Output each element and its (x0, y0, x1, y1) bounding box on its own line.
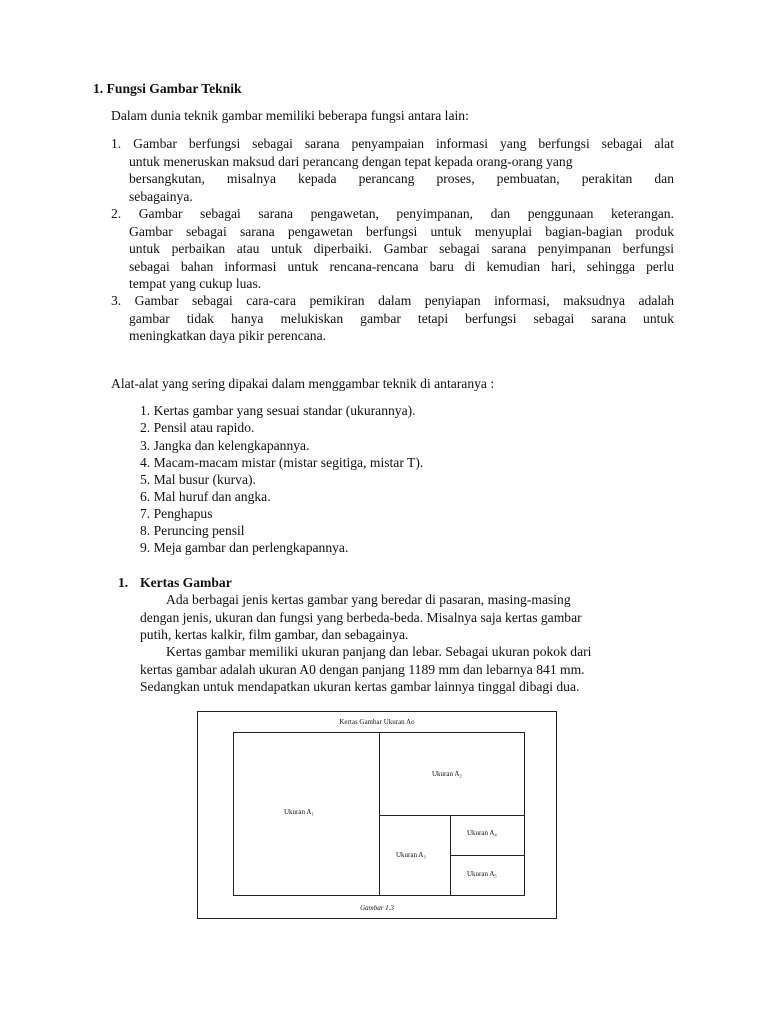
divider-a2 (379, 815, 524, 816)
tools-item: 2. Pensil atau rapido. (140, 420, 255, 435)
divider-a4 (450, 855, 524, 856)
paper-paragraph-2-line-1: Kertas gambar memiliki ukuran panjang dan lebar. Sebagai ukuran pokok dari (166, 644, 592, 659)
section-heading: 1. Fungsi Gambar Teknik (93, 81, 242, 96)
function-item-2-line-3: untuk perbaikan atau untuk diperbaiki. Gambar sebagai sarana penyimpanan berfungsi (129, 241, 674, 256)
paper-paragraph-1-line-3: putih, kertas kalkir, film gambar, dan sebagainya. (140, 627, 409, 642)
label-a1: Ukuran A₁ (284, 808, 314, 816)
function-item-1-line-2: untuk meneruskan maksud dari perancang dengan tepat kepada orang-orang yang (129, 154, 573, 169)
label-a3: Ukuran A₃ (396, 851, 426, 859)
paper-paragraph-2-line-2: kertas gambar adalah ukuran A0 dengan panjang 1189 mm dan lebarnya 841 mm. (140, 662, 585, 677)
figure-title: Kertas Gambar Ukuran Ao (339, 718, 415, 726)
label-a2: Ukuran A₂ (432, 770, 462, 778)
tools-item: 3. Jangka dan kelengkapannya. (140, 438, 310, 453)
function-item-1-line-4: sebagainya. (129, 189, 193, 204)
function-item-2-line-1: 2. Gambar sebagai sarana pengawetan, penyimpanan, dan penggunaan keterangan. (111, 206, 674, 221)
tools-item: 1. Kertas gambar yang sesuai standar (ukurannya). (140, 403, 416, 418)
function-item-2-line-2: Gambar sebagai sarana pengawetan berfungsi untuk menyuplai bagian-bagian produk (129, 224, 674, 239)
label-a4: Ukuran A₄ (467, 829, 497, 837)
paper-paragraph-1-line-2: dengan jenis, ukuran dan fungsi yang berbeda-beda. Misalnya saja kertas gambar (140, 610, 582, 625)
function-item-1-line-1: 1. Gambar berfungsi sebagai sarana penyampaian informasi yang berfungsi sebagai alat (111, 136, 674, 151)
subsection-heading: Kertas Gambar (140, 575, 232, 590)
function-item-2-line-5: tempat yang cukup luas. (129, 276, 262, 291)
function-item-1-line-3: bersangkutan, misalnya kepada perancang proses, pembuatan, perakitan dan (129, 171, 674, 186)
paper-paragraph-2-line-3: Sedangkan untuk mendapatkan ukuran kertas gambar lainnya tinggal dibagi dua. (140, 679, 580, 694)
function-item-2-line-4: sebagai bahan informasi untuk rencana-rencana baru di kemudian hari, sehingga perlu (129, 259, 674, 274)
paper-paragraph-1-line-1: Ada berbagai jenis kertas gambar yang beredar di pasaran, masing-masing (166, 592, 571, 607)
tools-item: 7. Penghapus (140, 506, 213, 521)
tools-item: 4. Macam-macam mistar (mistar segitiga, mistar T). (140, 455, 424, 470)
divider-a1 (379, 733, 380, 895)
tools-item: 6. Mal huruf dan angka. (140, 489, 271, 504)
subsection-number: 1. (118, 575, 129, 590)
paper-size-figure (197, 711, 557, 919)
tools-item: 9. Meja gambar dan perlengkapannya. (140, 540, 349, 555)
figure-caption: Gambar 1.3 (360, 904, 394, 912)
tools-intro: Alat-alat yang sering dipakai dalam menggambar teknik di antaranya : (111, 376, 495, 391)
paper-a0-outline (233, 732, 525, 896)
function-item-3-line-3: meningkatkan daya pikir perencana. (129, 328, 327, 343)
function-item-3-line-1: 3. Gambar sebagai cara-cara pemikiran dalam penyiapan informasi, maksudnya adalah (111, 293, 674, 308)
section-intro: Dalam dunia teknik gambar memiliki beberapa fungsi antara lain: (111, 108, 469, 123)
label-a5: Ukuran A₅ (467, 870, 497, 878)
tools-item: 5. Mal busur (kurva). (140, 472, 256, 487)
tools-item: 8. Peruncing pensil (140, 523, 245, 538)
function-item-3-line-2: gambar tidak hanya melukiskan gambar tetapi berfungsi sebagai sarana untuk (129, 311, 674, 326)
